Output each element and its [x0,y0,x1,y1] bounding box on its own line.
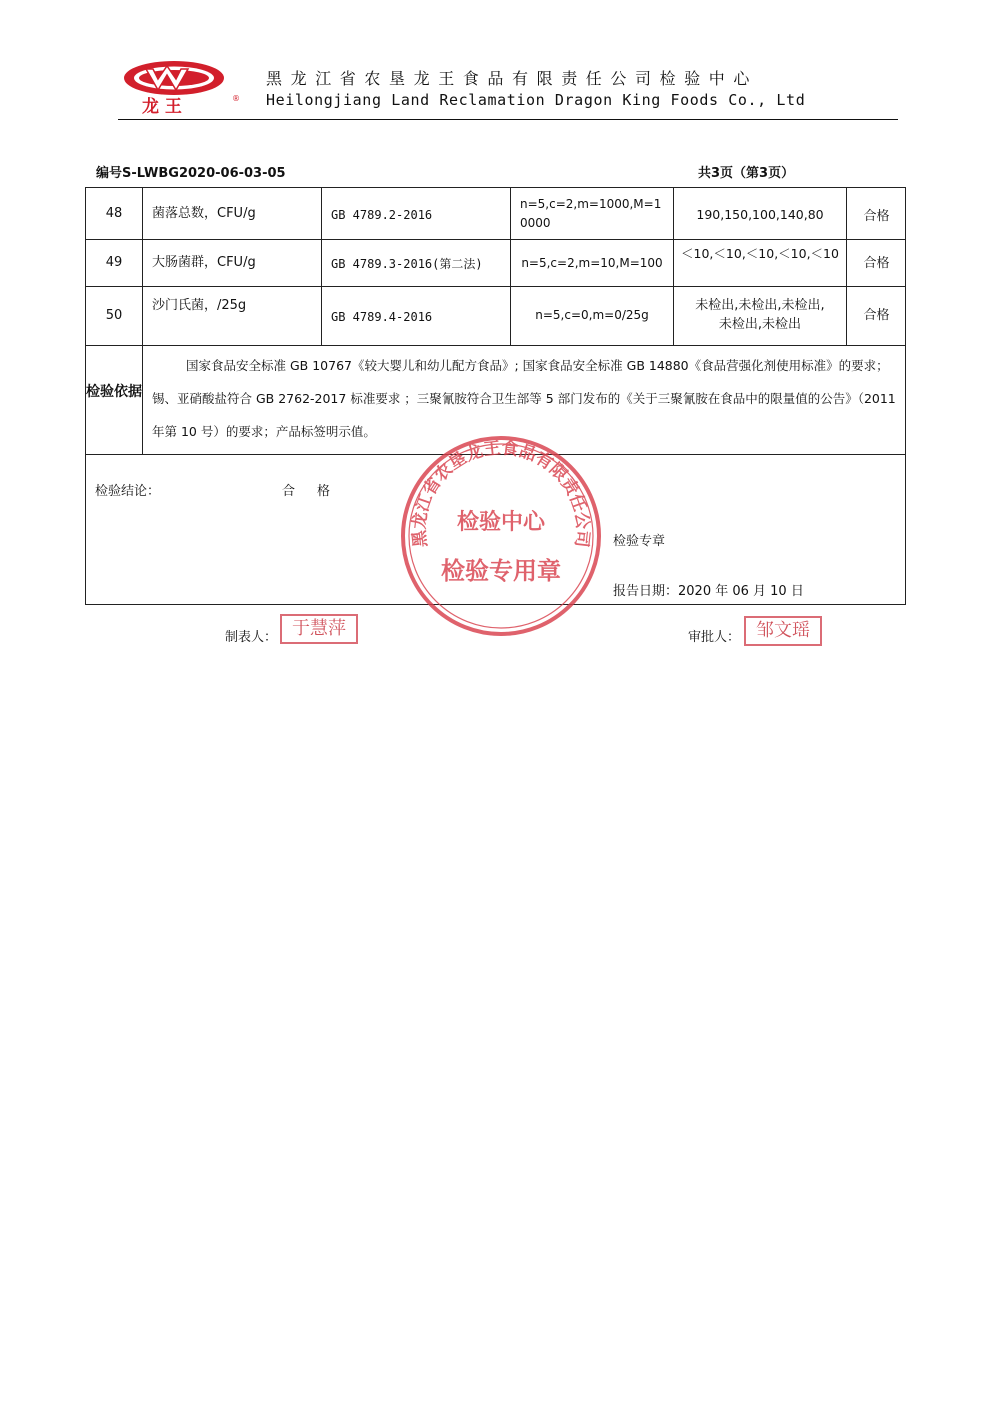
table-cell-judgement: 合格 [863,256,890,271]
table-cell-standard: n=5,c=2,m=10,M=100 [521,256,663,270]
table-cell-method: GB 4789.4-2016 [331,310,433,324]
table-cell-no: 50 [105,308,123,323]
table-cell-standard: n=5,c=2,m=1000,M=10000 [520,197,662,230]
row-divider [85,345,906,346]
header-divider [118,119,898,120]
table-cell-result: 未检出,未检出,未检出,未检出,未检出 [695,298,825,332]
table-cell-standard: n=5,c=0,m=0/25g [535,308,649,322]
table-cell-judgement: 合格 [863,308,890,323]
maker-signature-stamp: 于慧萍 [280,614,358,644]
company-name-en: Heilongjiang Land Reclamation Dragon King Foods Co., Ltd [266,91,806,109]
basis-text: 国家食品安全标准 GB 10767《较大婴儿和幼儿配方食品》; 国家食品安全标准 GB 14880《食品营强化剂使用标准》的要求；锡、亚硝酸盐符合 GB 2762-2017 标准要求 ；三聚氰胺符合卫生部等 5 部门发布的《关于三聚氰胺在食品中的限量值的公告》（2011 年第 10 号）的要求；产品标签明示值。 [152,358,896,439]
approver-signature-stamp: 邹文瑶 [744,616,822,646]
table-cell-method: GB 4789.2-2016 [331,208,433,222]
seal-note: 检验专章 [613,534,666,549]
approver-label: 审批人： [688,630,741,645]
basis-label: 检验依据 [86,384,142,400]
conclusion-label: 检验结论： [95,484,161,499]
col-divider [321,187,322,345]
report-number: 编号S-LWBG2020-06-03-05 [96,166,286,181]
table-cell-item: 菌落总数，CFU/g [152,206,256,221]
row-divider [85,286,906,287]
company-name-cn: 黑龙江省农垦龙王食品有限责任公司检验中心 [266,69,759,88]
table-cell-result: 190,150,100,140,80 [696,207,824,222]
seal-ring-text: 黑龙江省农垦龙王食品有限责任公司 [409,438,593,549]
row-divider [85,239,906,240]
page-info: 共3页（第3页） [698,166,795,181]
inspection-seal [398,433,604,639]
table-cell-no: 49 [105,255,123,270]
table-cell-result: ＜10,＜10,＜10,＜10,＜10 [681,246,839,261]
seal-line-2: 检验专用章 [441,556,561,585]
report-date: 报告日期：2020 年 06 月 10 日 [613,584,804,599]
table-cell-item: 沙门氏菌，/25g [152,298,247,313]
logo-text: 龙 王 [142,97,182,117]
svg-text:®: ® [232,94,240,103]
conclusion-value: 合格 [282,484,353,499]
seal-line-1: 检验中心 [456,509,546,535]
table-cell-no: 48 [105,206,123,221]
table-cell-item: 大肠菌群，CFU/g [152,255,256,270]
col-divider [142,187,143,454]
table-cell-judgement: 合格 [863,209,890,224]
table-cell-method: GB 4789.3-2016(第二法) [331,257,483,271]
company-logo [120,57,250,117]
maker-label: 制表人： [225,630,278,645]
